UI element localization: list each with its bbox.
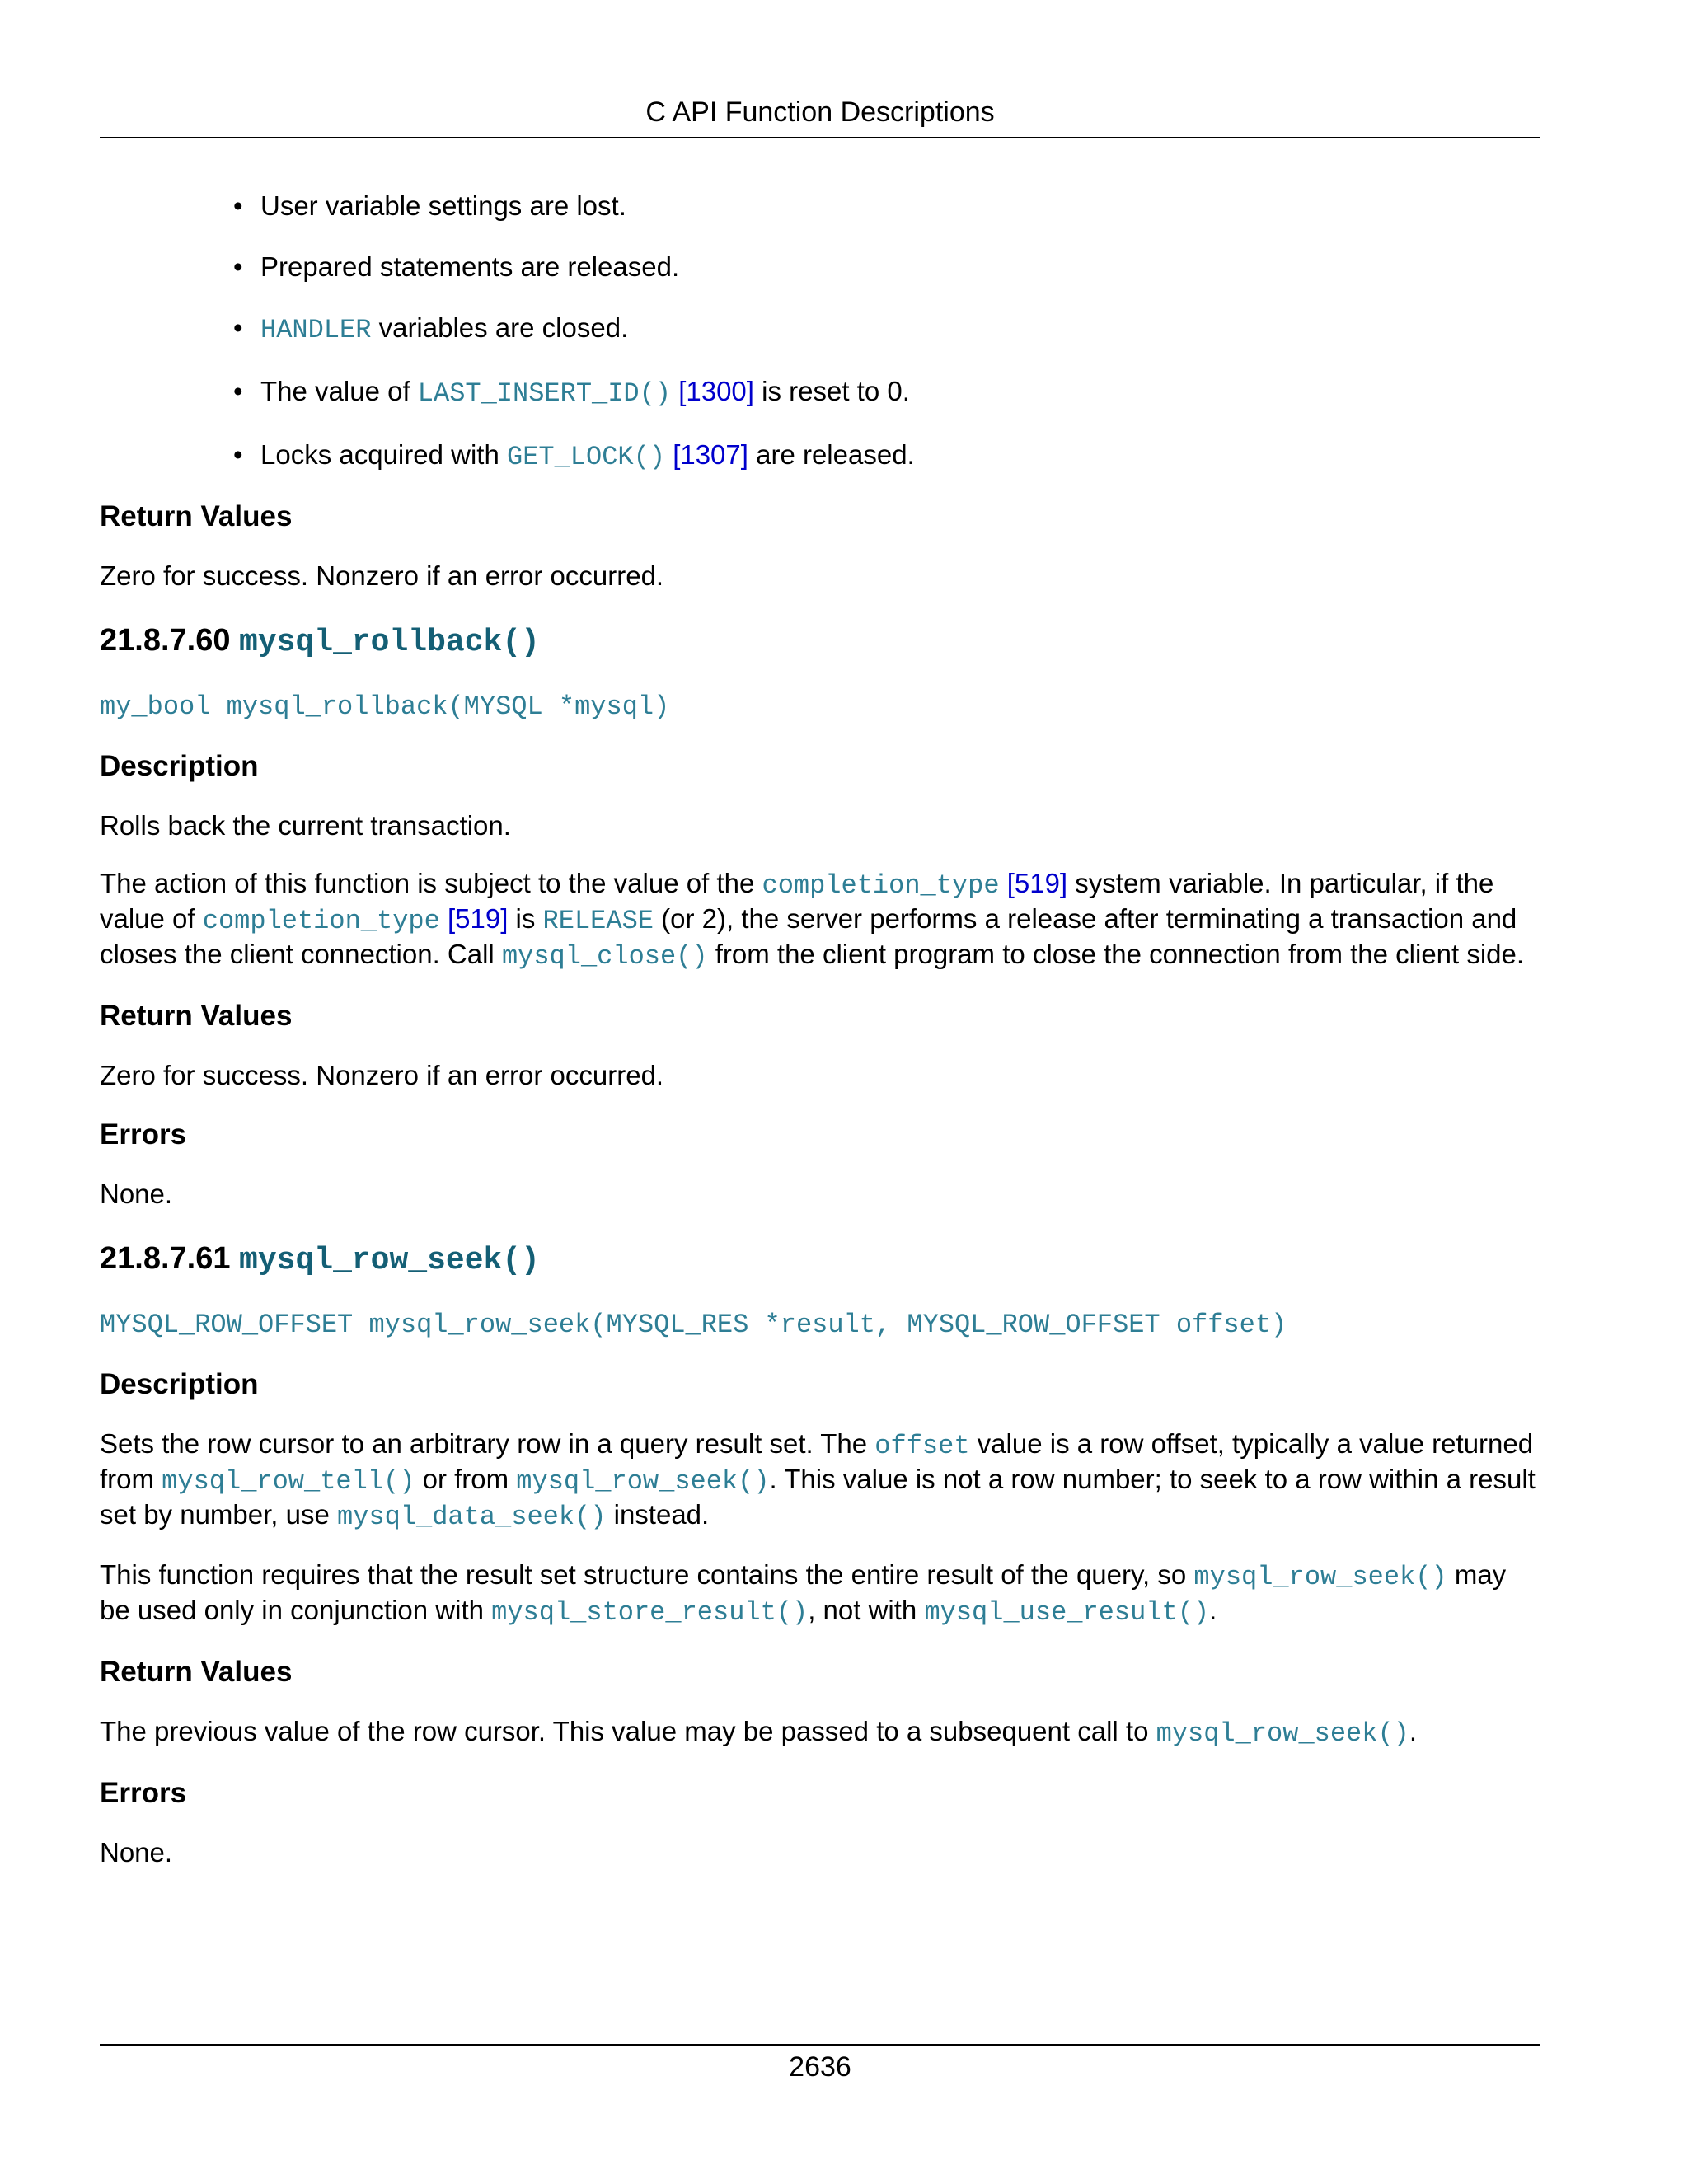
page-ref-link[interactable]: [1300] bbox=[678, 376, 754, 406]
description-paragraph: This function requires that the result set structure contains the entire result of the query, so mysql_row_seek() may be used only in conjunction with mysql_store_result(), not with mysql_use_result(). bbox=[100, 1559, 1507, 1628]
code-offset[interactable]: offset bbox=[874, 1431, 970, 1461]
errors-heading: Errors bbox=[100, 1777, 187, 1809]
code-link-get-lock[interactable]: GET_LOCK() bbox=[506, 442, 666, 472]
return-values-heading: Return Values bbox=[100, 1000, 293, 1032]
bullet-icon: • bbox=[233, 439, 243, 470]
section-title-rollback bbox=[100, 621, 1540, 663]
description-paragraph: The action of this function is subject to the value of the completion_type [519] system variable. In particular, if the value of completion_type [519] is RELEASE (or 2), the server performs a release after terminating a transaction and closes the client connection. Call mysql_close() from the client program to close the connection from the client side. bbox=[100, 868, 1525, 972]
code-link-mysql-store-result[interactable]: mysql_store_result() bbox=[491, 1597, 809, 1628]
description-heading: Description bbox=[100, 750, 259, 782]
code-link-mysql-data-seek[interactable]: mysql_data_seek() bbox=[337, 1502, 607, 1532]
document-page bbox=[100, 0, 1540, 2184]
bullet-icon: • bbox=[233, 376, 243, 406]
section-number: 21.8.7.61 bbox=[100, 1241, 231, 1276]
page-ref-link[interactable]: [519] bbox=[1006, 868, 1068, 898]
section-title-row-seek bbox=[100, 1239, 1540, 1281]
code-handler[interactable]: HANDLER bbox=[260, 315, 372, 345]
code-link-mysql-row-seek[interactable]: mysql_row_seek() bbox=[1193, 1562, 1447, 1592]
bullet-icon: • bbox=[233, 190, 243, 221]
page-number: 2636 bbox=[789, 2051, 851, 2083]
bullet-icon: • bbox=[233, 251, 243, 282]
return-values-text: Zero for success. Nonzero if an error occurred. bbox=[100, 1060, 664, 1090]
page-ref-link[interactable]: [1307] bbox=[673, 439, 748, 470]
list-item: • Locks acquired with GET_LOCK() [1307] are released. bbox=[233, 439, 915, 472]
code-link-mysql-close[interactable]: mysql_close() bbox=[501, 941, 708, 972]
description-heading: Description bbox=[100, 1368, 259, 1400]
code-link-mysql-row-seek[interactable]: mysql_row_seek() bbox=[516, 1466, 770, 1497]
running-header: C API Function Descriptions bbox=[645, 96, 995, 128]
code-link-mysql-row-seek[interactable]: mysql_row_seek() bbox=[1156, 1718, 1409, 1749]
code-link-last-insert-id[interactable]: LAST_INSERT_ID() bbox=[417, 378, 672, 409]
list-item: • The value of LAST_INSERT_ID() [1300] is reset to 0. bbox=[233, 376, 910, 409]
page-content bbox=[100, 190, 1540, 1869]
function-signature: my_bool mysql_rollback(MYSQL *mysql) bbox=[100, 691, 670, 722]
code-link-completion-type[interactable]: completion_type bbox=[762, 870, 1000, 901]
errors-text: None. bbox=[100, 1179, 173, 1209]
return-values-heading: Return Values bbox=[100, 1656, 293, 1688]
return-values-text: Zero for success. Nonzero if an error occurred. bbox=[100, 560, 664, 591]
description-paragraph: Sets the row cursor to an arbitrary row in a query result set. The offset value is a row offset, typically a value returned from mysql_row_tell() or from mysql_row_seek(). This value is not a row number; to seek to a row within a result set by number, use mysql_data_seek() instead. bbox=[100, 1428, 1536, 1532]
list-item: • User variable settings are lost. bbox=[233, 190, 626, 221]
section-number: 21.8.7.60 bbox=[100, 623, 231, 658]
description-paragraph: Rolls back the current transaction. bbox=[100, 810, 511, 841]
bullet-icon: • bbox=[233, 312, 243, 343]
code-link-mysql-use-result[interactable]: mysql_use_result() bbox=[924, 1597, 1210, 1628]
code-link-mysql-row-tell[interactable]: mysql_row_tell() bbox=[162, 1466, 415, 1497]
footer-rule bbox=[100, 2044, 1540, 2046]
code-release[interactable]: RELEASE bbox=[542, 906, 654, 936]
header-rule bbox=[100, 137, 1540, 138]
function-signature: MYSQL_ROW_OFFSET mysql_row_seek(MYSQL_RES *result, MYSQL_ROW_OFFSET offset) bbox=[100, 1310, 1287, 1340]
function-name: mysql_row_seek() bbox=[239, 1243, 540, 1278]
errors-heading: Errors bbox=[100, 1118, 187, 1151]
bullet-list bbox=[232, 190, 1540, 474]
code-link-completion-type[interactable]: completion_type bbox=[202, 906, 440, 936]
return-values-text: The previous value of the row cursor. This value may be passed to a subsequent call to mysql_row_seek(). bbox=[100, 1716, 1418, 1749]
page-ref-link[interactable]: [519] bbox=[447, 903, 509, 934]
list-item: • Prepared statements are released. bbox=[233, 251, 680, 282]
list-item: • HANDLER variables are closed. bbox=[233, 312, 629, 345]
return-values-heading: Return Values bbox=[100, 500, 293, 532]
errors-text: None. bbox=[100, 1837, 173, 1868]
function-name: mysql_rollback() bbox=[239, 625, 540, 660]
